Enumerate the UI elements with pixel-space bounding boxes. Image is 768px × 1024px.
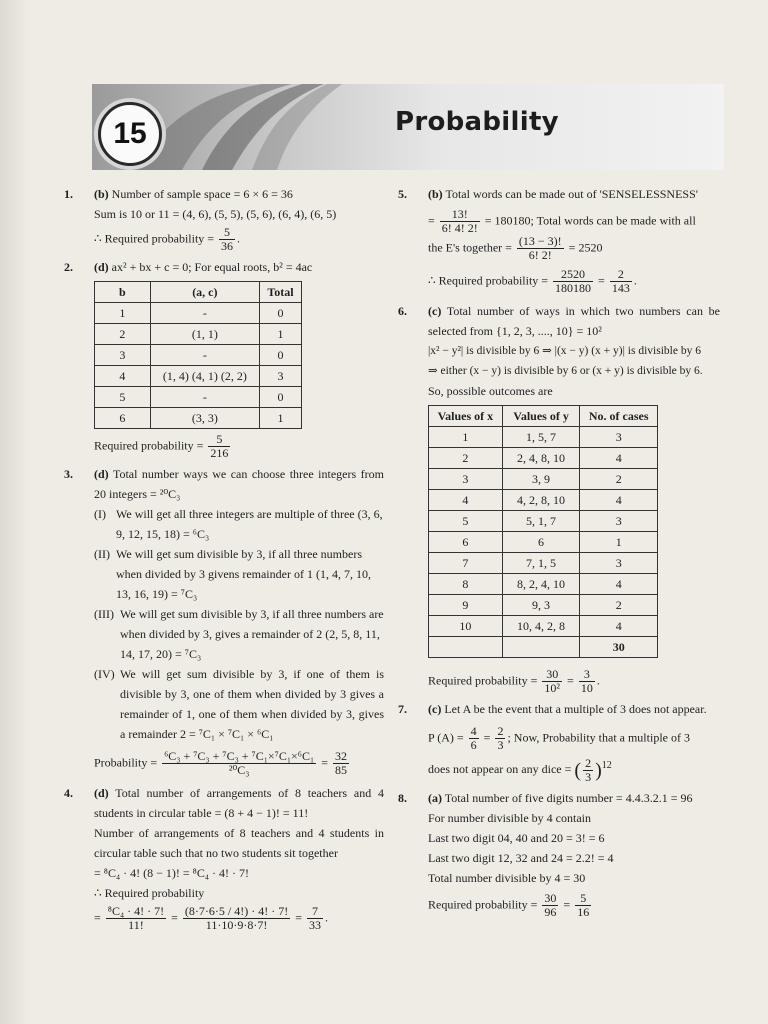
q4-line-1: Total number of arrangements of 8 teachers and 4 students in circular table = (8 + 4 − 1)! = 11! — [94, 786, 384, 820]
page-edge — [0, 0, 30, 1024]
q5-fraction-d: $\frac{2}{143}$ — [611, 267, 630, 295]
q2-roots-table — [94, 281, 302, 429]
table-row: 4 4, 2, 8, 10 4 — [429, 490, 658, 511]
q3-case-4: (IV) We will get sum divisible by 3, if one of them is divisible by 3, one of them when divided by 3 gives a remainder of 1, one of them when divided by 3, gives a remainder 2 = ⁷C₁ × ⁷C₁ × ⁶C₁ — [94, 667, 384, 741]
q6-line-1: Total number of ways in which two numbers can be selected from {1, 2, 3, ...., 10} = 10² — [428, 304, 720, 338]
q1-prob-text: ∴ Required probability = — [94, 231, 215, 246]
q6-result-fraction: $\frac{3}{10}$ — [580, 667, 593, 695]
q8-line-2: For number divisible by 4 contain — [428, 810, 591, 825]
q4-fraction-c: $\frac{7}{33}$ — [309, 904, 321, 932]
q7-fraction-a: $\frac{4}{6}$ — [470, 724, 477, 752]
answer-option: (d) — [94, 260, 109, 274]
table-row: 9 9, 3 2 — [429, 595, 658, 616]
question-1: 1. (b) Number of sample space = 6 × 6 = 36 Sum is 10 or 11 = (4, 6), (5, 5), (5, 6), (6, 4), (6, 5) ∴ Required probability = $\frac{5}{36}$ . — [64, 184, 384, 253]
q2-line-1: ax² + bx + c = 0; For equal roots, b² = 4ac — [111, 260, 313, 274]
q3-case-3: (III) We will get sum divisible by 3, if all three numbers are when divided by 3, gives a remainder of 2 (2, 5, 8, 11, 14, 17, 20) = ⁷C₃ — [94, 607, 384, 661]
q1-line-2: Sum is 10 or 11 = (4, 6), (5, 5), (5, 6), (6, 4), (6, 5) — [94, 207, 337, 221]
answer-option: (b) — [428, 187, 443, 201]
q7-fraction-b: $\frac{2}{3}$ — [497, 724, 504, 752]
table-header: b — [95, 282, 151, 303]
question-number: 8. — [398, 790, 407, 805]
q5-fraction-b: $\frac{(13 - 3)!}{6! 2!}$ — [518, 234, 562, 262]
question-number: 3. — [64, 467, 73, 481]
q5-fraction-c: $\frac{2520}{180180}$ — [555, 267, 592, 295]
table-row: 1 - 0 — [95, 303, 302, 324]
left-column — [64, 184, 384, 934]
table-row: 4 (1, 4) (4, 1) (2, 2) 3 — [95, 366, 302, 387]
q4-line-3: = ⁸C₄ · 4! (8 − 1)! = ⁸C₄ · 4! · 7! — [94, 866, 250, 880]
table-row: 3 3, 9 2 — [429, 469, 658, 490]
table-row: 5 - 0 — [95, 387, 302, 408]
answer-option: (b) — [94, 187, 109, 201]
table-row: 8 8, 2, 4, 10 4 — [429, 574, 658, 595]
table-header: (a, c) — [150, 282, 259, 303]
q4-line-2: Number of arrangements of 8 teachers and 4 students in circular table such that no two students sit together — [94, 826, 384, 860]
table-row: 7 7, 1, 5 3 — [429, 553, 658, 574]
table-row: 2 (1, 1) 1 — [95, 324, 302, 345]
question-7: 7. (c) Let A be the event that a multiple of 3 does not appear. P (A) = $\frac{4}{6}$ = $\frac{2}{3}$ ; Now, Probability that a multiple of 3 does not appear on any dice = ( $\frac{2}{3}$ )$^{12}$ — [398, 699, 720, 784]
question-number: 1. — [64, 187, 73, 201]
table-row: 10 10, 4, 2, 8 4 — [429, 616, 658, 637]
question-5: 5. (b) Total words can be made out of 'SENSELESSNESS' = $\frac{13!}{6! 4! 2!}$ = 180180; Total words can be made with all the E's together = $\frac{(13 - 3)!}{6! 2!}$ = 2520 ∴ Required probability = $\frac{2520}{180180}$ = $\frac{2}{143}$ . — [398, 184, 720, 295]
table-header: Values of x — [429, 406, 503, 427]
q2-fraction: $\frac{5}{216}$ — [210, 432, 229, 460]
table-row: 3 - 0 — [95, 345, 302, 366]
answer-option: (d) — [94, 786, 109, 800]
question-number: 6. — [398, 304, 407, 318]
q2-prob-text: Required probability = — [94, 438, 204, 453]
q4-fraction-a: $\frac{\text{⁸C₄ · 4! · 7!}}{11!}$ — [107, 904, 165, 932]
answer-option: (c) — [428, 702, 442, 716]
question-8: 8. (a) Total number of five digits number = 4.4.3.2.1 = 96 For number divisible by 4 contain Last two digit 04, 40 and 20 = 3! = 6 Last two digit 12, 32 and 24 = 2.2! = 4 Total number divisible by 4 = 30 Required probability = $\frac{30}{96}$ = $\frac{5}{16}$ — [398, 788, 720, 919]
chapter-title: Probability — [395, 107, 559, 137]
q4-line-4: ∴ Required probability — [94, 886, 205, 900]
q6-line-3: ⇒ either (x − y) is divisible by 6 or (x + y) is divisible by 6. — [428, 365, 703, 377]
table-row: 2 2, 4, 8, 10 4 — [429, 448, 658, 469]
q3-prob-text: Probability = — [94, 755, 158, 770]
answer-option: (a) — [428, 790, 442, 805]
question-2 — [64, 257, 384, 460]
q5-fraction-a: $\frac{13!}{6! 4! 2!}$ — [441, 207, 478, 235]
question-number: 2. — [64, 260, 73, 274]
q1-fraction: $\frac{5}{36}$ — [221, 225, 234, 253]
answer-option: (c) — [428, 304, 442, 318]
q6-line-4: So, possible outcomes are — [428, 384, 553, 398]
question-6: 6. (c) Total number of ways in which two numbers can be selected from {1, 2, 3, ...., 10} = 10² |x² − y²| is divisible by 6 ⇒ |(x − y) (x + y)| is divisible by 6 ⇒ either (x − y) is divisible by 6 or (x + y) is divisible by 6. So, possible outcomes are Values of x Values of y No. of cases 1 1, 5, 7 3 2 2, 4, 8, 10 4 3 3, 9 2 4 4, 2, 8, 10 4 5 5, 1, 7 3 6 6 1 7 7, 1, 5 3 8 8, 2, 4, 10 4 9 9, 3 2 10 10, 4, 2, 8 4 30 Required probability = $\frac{30}{\text{10²}}$ = $\frac{3}{10}$ . — [398, 301, 720, 695]
table-header: Total — [260, 282, 302, 303]
q7-fraction-c: $\frac{2}{3}$ — [585, 755, 592, 784]
table-row: 6 6 1 — [429, 532, 658, 553]
q5-line-1: Total words can be made out of 'SENSELESSNESS' — [445, 187, 698, 201]
q3-case-2: (II) We will get sum divisible by 3, if all three numbers when divided by 3 givens remainder of 1 (1, 4, 7, 10, 13, 16, 19) = ⁷C₃ — [94, 547, 371, 601]
question-number: 7. — [398, 702, 407, 716]
question-number: 4. — [64, 786, 73, 800]
question-number: 5. — [398, 187, 407, 201]
right-column — [398, 184, 720, 921]
q3-fraction: $\frac{\text{⁶C₃ + ⁷C₃ + ⁷C₃ + ⁷C₁×⁷C₁×⁶C₁}}{\text{²⁰C₃}}$ — [164, 749, 315, 777]
table-row: 6 (3, 3) 1 — [95, 408, 302, 429]
q7-line-1: Let A be the event that a multiple of 3 does not appear. — [444, 702, 707, 716]
table-row: 5 5, 1, 7 3 — [429, 511, 658, 532]
q3-result-fraction: $\frac{32}{85}$ — [334, 749, 347, 777]
q6-fraction: $\frac{30}{\text{10²}}$ — [544, 667, 561, 695]
q8-result-fraction: $\frac{5}{16}$ — [577, 890, 590, 919]
table-total-row: 30 — [429, 637, 658, 658]
q8-line-1: Total number of five digits number = 4.4.3.2.1 = 96 — [444, 790, 693, 805]
q3-intro: Total number ways we can choose three integers from 20 integers = ²⁰C₃ — [94, 467, 384, 501]
q8-line-5: Total number divisible by 4 = 30 — [428, 870, 586, 885]
table-header: No. of cases — [580, 406, 658, 427]
q6-line-2: |x² − y²| is divisible by 6 ⇒ |(x − y) (x + y)| is divisible by 6 — [428, 345, 701, 357]
table-header: Values of y — [502, 406, 580, 427]
question-4: 4. (d) Total number of arrangements of 8 teachers and 4 students in circular table = (8 + 4 − 1)! = 11! Number of arrangements of 8 teachers and 4 students in circular table such that no two students sit together = ⁸C₄ · 4! (8 − 1)! = ⁸C₄ · 4! · 7! ∴ Required probability = $\frac{\text{⁸C₄ · 4! · 7!}}{11!}$ = $\frac{(8\cdot 7\cdot 6\cdot 5 / 4!) \cdot 4! \cdot 7!}{11\cdot 10\cdot 9\cdot 8\cdot 7!}$ = $\frac{7}{33}$ . — [64, 783, 384, 932]
q1-line-1: Number of sample space = 6 × 6 = 36 — [111, 187, 293, 201]
q8-line-4: Last two digit 12, 32 and 24 = 2.2! = 4 — [428, 850, 614, 865]
q6-outcomes-table — [428, 405, 658, 658]
q8-fraction: $\frac{30}{96}$ — [544, 890, 557, 919]
q4-fraction-b: $\frac{(8\cdot 7\cdot 6\cdot 5 / 4!) \cdot 4! \cdot 7!}{11\cdot 10\cdot 9\cdot 8\cdot 7!}$ — [184, 904, 289, 932]
answer-option: (d) — [94, 467, 109, 481]
question-3: 3. (d) Total number ways we can choose three integers from 20 integers = ²⁰C₃ (I) We will get all three integers are multiple of three (3, 6, 9, 12, 15, 18) = ⁶C₃ (II) We will get sum divisible by 3, if all three numbers when divided by 3 givens remainder of 1 (1, 4, 7, 10, 13, 16, 19) = ⁷C₃ (III) We will get sum divisible by 3, if all three numbers are when divided by 3, gives a remainder of 2 (2, 5, 8, 11, 14, 17, 20) = ⁷C₃ (IV) We will get sum divisible by 3, if one of them is divisible by 3, one of them when divided by 3 gives a remainder of 1, one of them when divided by 3, gives a remainder 2 = ⁷C₁ × ⁷C₁ × ⁶C₁ Probability = $\frac{\text{⁶C₃ + ⁷C₃ + ⁷C₃ + ⁷C₁×⁷C₁×⁶C₁}}{\text{²⁰C₃}}$ = $\frac{32}{85}$ — [64, 464, 384, 777]
table-row: 1 1, 5, 7 3 — [429, 427, 658, 448]
chapter-number-badge: 15 — [98, 102, 162, 166]
q8-line-3: Last two digit 04, 40 and 20 = 3! = 6 — [428, 830, 605, 845]
q3-case-1: (I) We will get all three integers are multiple of three (3, 6, 9, 12, 15, 18) = ⁶C₃ — [94, 507, 383, 541]
